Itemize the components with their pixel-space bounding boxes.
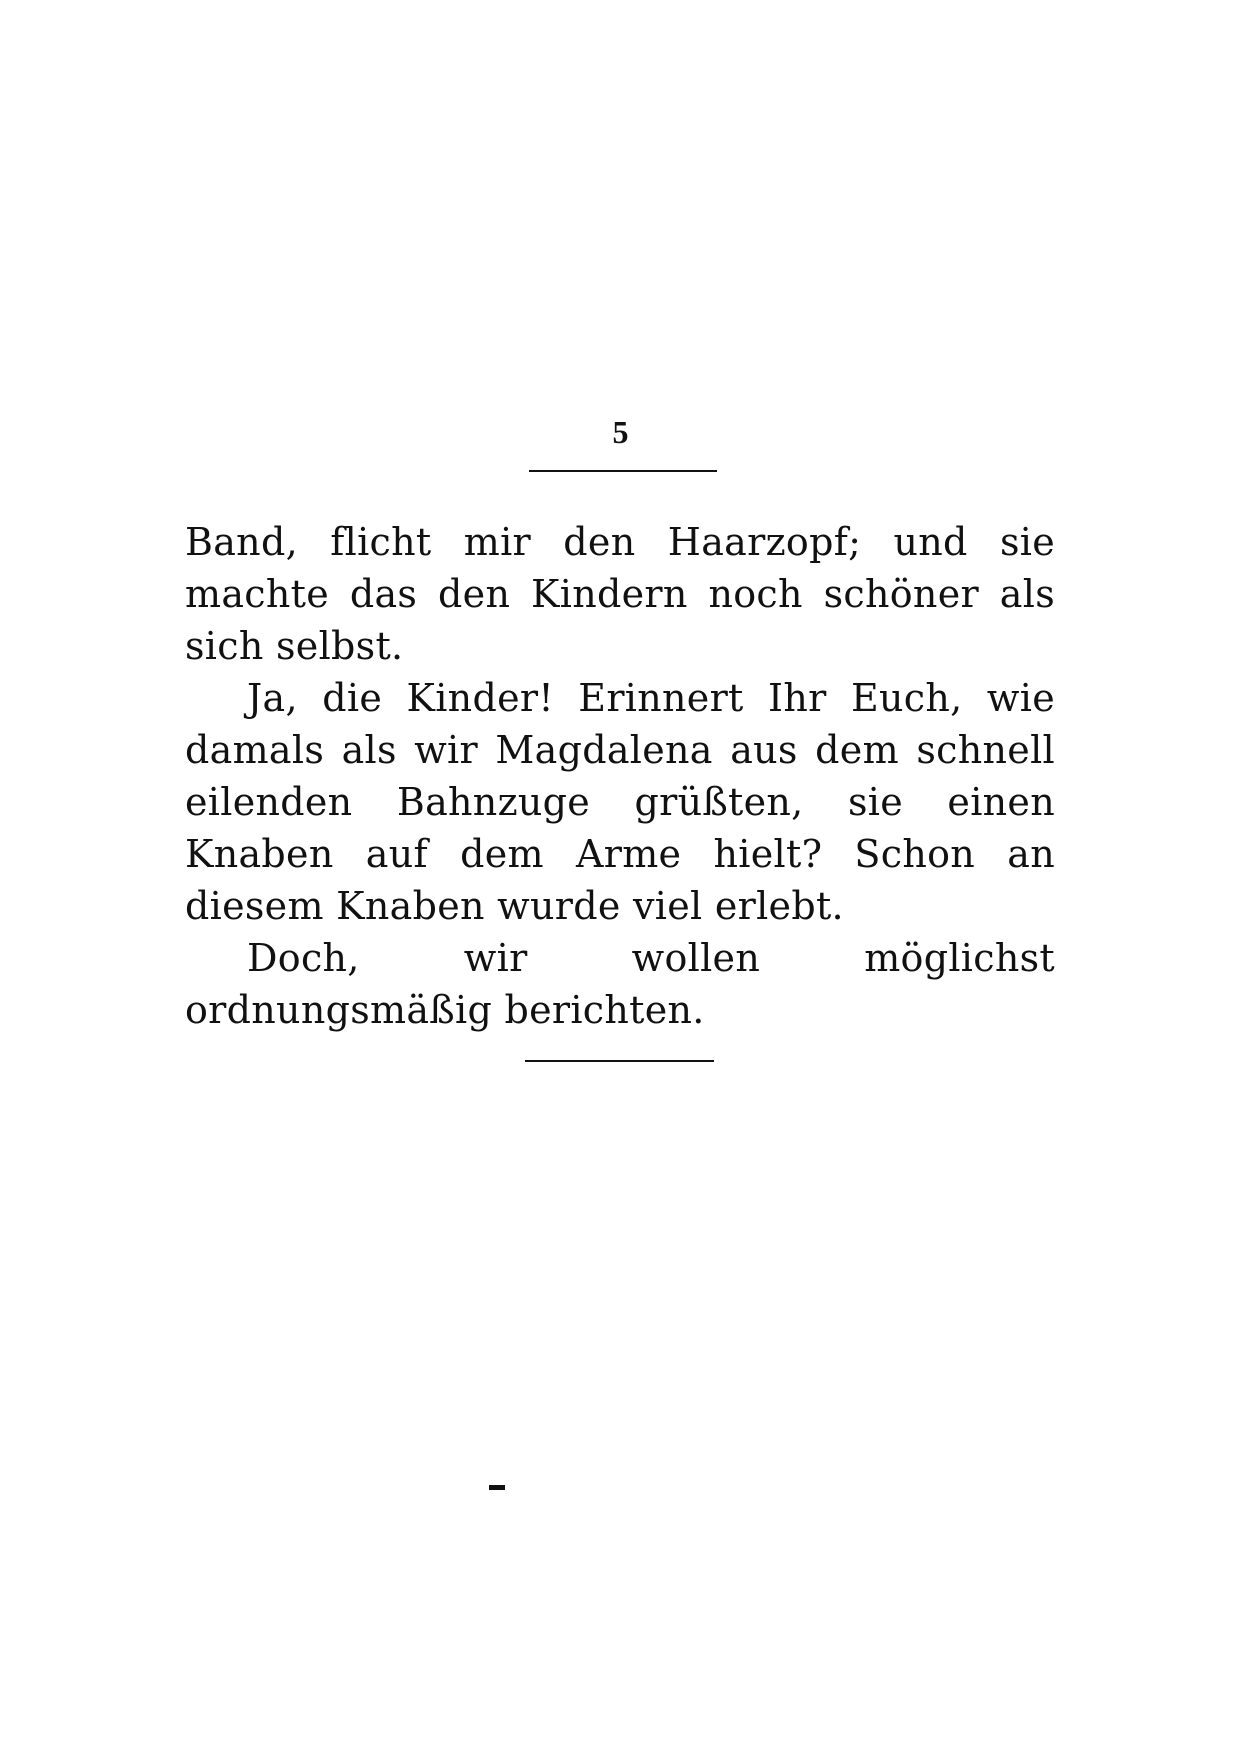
section-end-rule [525, 1060, 714, 1062]
page-number: 5 [612, 414, 629, 450]
paragraph-1: Band, flicht mir den Haarzopf; und sie machte das den Kindern noch schöner als sich selbst. [185, 520, 1055, 668]
paragraph-2: Ja, die Kinder! Erinnert Ihr Euch, wie damals als wir Magdalena aus dem schnell eilenden Bahnzuge grüßten, sie einen Knaben auf dem Arme hielt? Schon an diesem Knaben wurde viel erlebt. [185, 676, 1055, 928]
header-rule [529, 470, 717, 472]
paragraph-3: Doch, wir wollen möglichst ordnungsmäßig berichten. [185, 936, 1055, 1032]
body-text [185, 516, 1055, 1036]
dash-mark [489, 1485, 505, 1490]
